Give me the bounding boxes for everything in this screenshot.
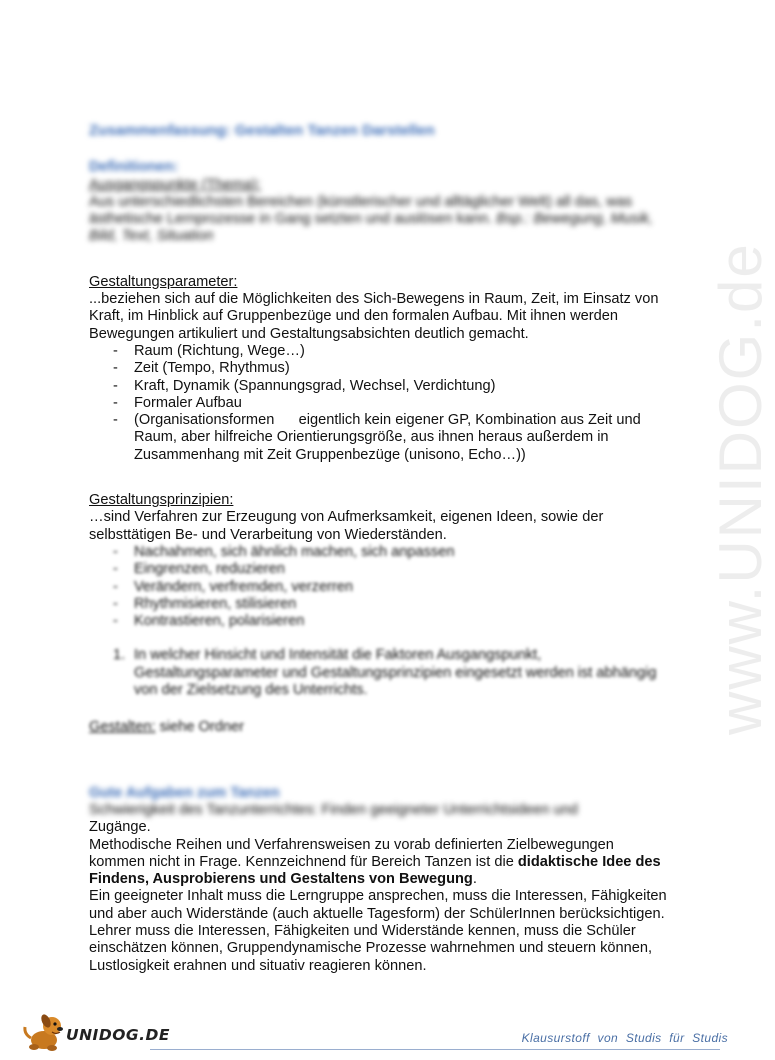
section2-line1: Schwierigkeit des Tanzunterrichtes: Finden geeigneter Unterrichtsideen und	[89, 801, 578, 818]
section2-para3: Ein geeigneter Inhalt muss die Lerngruppe ansprechen, muss die Interessen, Fähigkeiten und aber auch Widerstände (auch aktuelle Tagesform) der SchülerInnen berücksichtigen. Lehrer muss die Interessen, Fähigkeiten und Widerstände kennen, muss die Schüler einschätzen können, Gruppendynamische Prozesse wahrnehmen und steuern können, Lustlosigkeit erahnen und situativ reagieren können.	[89, 888, 690, 974]
gestaltungsparameter-text: ...beziehen sich auf die Möglichkeiten des Sich-Bewegens in Raum, Zeit, im Einsatz von Kraft, im Hinblick auf Gruppenbezüge und den formalen Aufbau. Mit ihnen werden Bewegungen artikuliert und Gestaltungsabsichten deutlich gemacht.	[89, 291, 659, 342]
list-item: - Verändern, verfremden, verzerren	[113, 578, 354, 595]
list-item-text: Rhythmisieren, stilisieren	[134, 595, 297, 612]
list-item: - (Organisationsformen eigentlich kein eigener GP, Kombination aus Zeit und Raum, aber hilfreiche Orientierungsgröße, aus ihnen heraus außerdem in Zusammenhang mit Zeit Gruppenbezüge (unisono, Echo…))	[113, 412, 645, 463]
list-item: - Nachahmen, sich ähnlich machen, sich anpassen	[113, 543, 455, 560]
list-item-text: Formaler Aufbau	[134, 394, 242, 411]
gestaltungsprinzipien-list	[89, 544, 669, 630]
gestaltungsparameter-list	[89, 343, 669, 464]
section2-line1-tail: Zugänge.	[89, 819, 151, 836]
footer-logo[interactable]	[22, 1012, 170, 1050]
ausgangspunkte-examples: Bsp.: Bewegung, Musik, Bild, Text, Situation	[89, 211, 653, 245]
ausgangspunkte-label: Ausgangspunkte (Thema):	[89, 176, 261, 193]
section2-para2	[89, 837, 669, 889]
gestaltungsparameter-label: Gestaltungsparameter:	[89, 273, 238, 290]
list-item-text: Eingrenzen, reduzieren	[134, 561, 285, 578]
blurred-section2-heading	[89, 785, 669, 820]
gute-aufgaben-heading: Gute Aufgaben zum Tanzen	[89, 784, 280, 801]
list-item: - Eingrenzen, reduzieren	[113, 561, 285, 578]
ausgangspunkte-text	[89, 194, 669, 246]
footer-divider	[150, 1049, 720, 1050]
gestalten-label: Gestalten:	[89, 719, 156, 736]
numbered-list	[89, 647, 669, 699]
gestaltungsprinzipien-label: Gestaltungsprinzipien:	[89, 492, 234, 509]
list-item: - Formaler Aufbau	[113, 394, 242, 411]
page-title: Zusammenfassung: Gestalten Tanzen Darstellen	[89, 122, 435, 139]
list-item-text: Verändern, verfremden, verzerren	[134, 578, 354, 595]
list-item: - Rhythmisieren, stilisieren	[113, 595, 297, 612]
definitions-heading: Definitionen:	[89, 159, 179, 176]
list-item: - Kontrastieren, polarisieren	[113, 613, 305, 630]
gestaltungsparameter-section	[89, 274, 669, 464]
numbered-item	[113, 647, 669, 699]
list-item-text: Kontrastieren, polarisieren	[134, 613, 305, 630]
para2-bold: didaktische Idee des Findens, Ausprobierens und Gestaltens von Bewegung	[89, 853, 661, 888]
blurred-prinzipien	[89, 544, 669, 737]
list-item: - Kraft, Dynamik (Spannungsgrad, Wechsel, Verdichtung)	[113, 377, 496, 394]
para2-start: Methodische Reihen und Verfahrensweisen zu vorab definierten Zielbewegungen kommen nicht in Frage. Kennzeichnend für Bereich Tanzen ist die	[89, 836, 614, 870]
watermark: www.UNIDOG.de	[707, 242, 774, 735]
dog-mascot-icon	[22, 1012, 68, 1057]
list-item-text: Nachahmen, sich ähnlich machen, sich anpassen	[134, 543, 455, 560]
list-item: - Raum (Richtung, Wege…)	[113, 342, 305, 359]
list-item: - Zeit (Tempo, Rhythmus)	[113, 360, 290, 377]
list-item-text: Kraft, Dynamik (Spannungsgrad, Wechsel, Verdichtung)	[134, 377, 496, 394]
gestaltungsprinzipien-section	[89, 492, 669, 737]
list-item-text: Zeit (Tempo, Rhythmus)	[134, 360, 290, 377]
list-item-text: Raum (Richtung, Wege…)	[134, 342, 305, 359]
numbered-marker: 1.	[113, 647, 126, 664]
footer-logo-text: UNIDOG.DE	[66, 1026, 170, 1044]
ausgangspunkte-text-start: Aus unterschiedlichsten Bereichen (künstlerischer und alltäglicher Welt) all das, was ästhetische Lernprozesse in Gang setzten und auslösen kann.	[89, 193, 633, 228]
list-item-text: (Organisationsformen eigentlich kein eigener GP, Kombination aus Zeit und Raum, aber hilfreiche Orientierungsgröße, aus ihnen heraus außerdem in Zusammenhang mit Zeit Gruppenbezüge (unisono, Echo…))	[134, 412, 645, 463]
para2-end: .	[472, 871, 477, 888]
document-body	[89, 118, 690, 975]
gute-aufgaben-section	[89, 784, 690, 975]
blurred-intro	[89, 122, 669, 246]
gestaltungsprinzipien-text: …sind Verfahren zur Erzeugung von Aufmerksamkeit, eigenen Ideen, sowie der selbsttätigen Be- und Verarbeitung von Wiederständen.	[89, 509, 604, 543]
numbered-item-text: In welcher Hinsicht und Intensität die Faktoren Ausgangspunkt, Gestaltungsparameter und Gestaltungsprinzipien eingesetzt werden ist abhängig von der Zielsetzung des Unterrichts.	[134, 647, 657, 699]
gestalten-line	[89, 719, 669, 736]
footer-tagline: Klausurstoff von Studis für Studis	[521, 1031, 728, 1045]
gestalten-text: siehe Ordner	[155, 719, 244, 736]
